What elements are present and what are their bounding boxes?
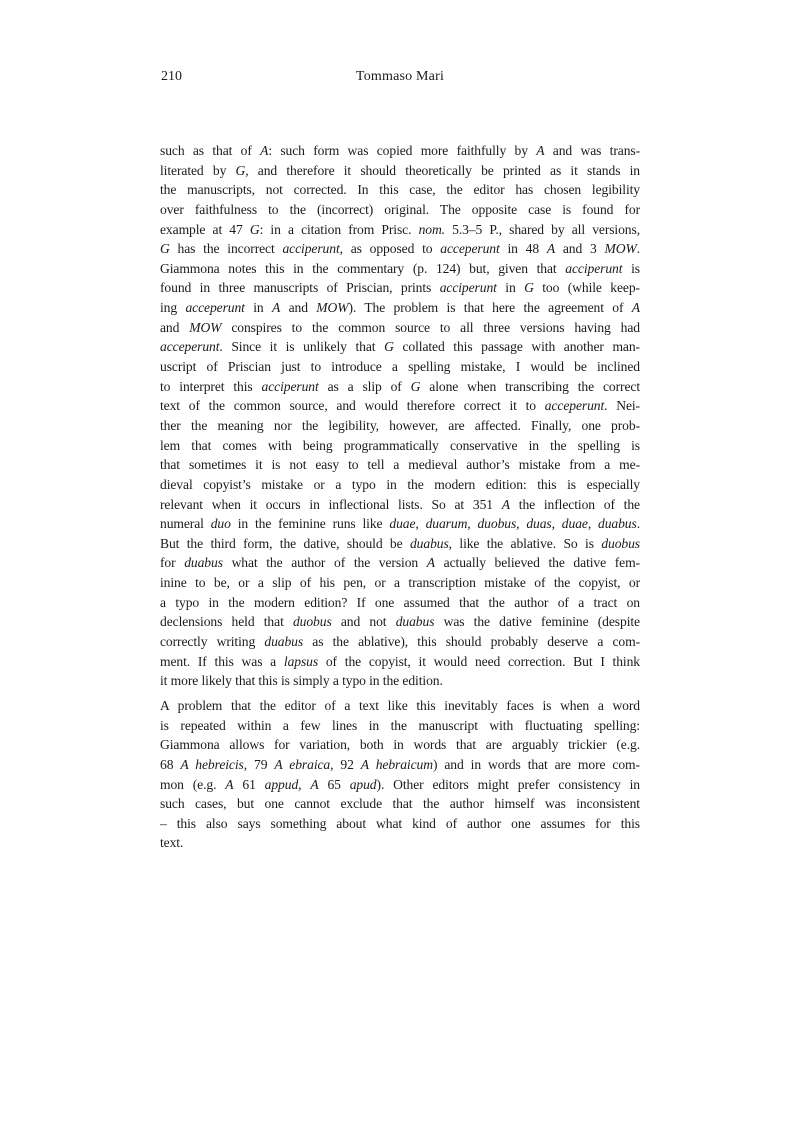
text-line bbox=[160, 239, 640, 259]
italic-text-run: A bbox=[271, 300, 281, 316]
text-run: , as opposed to bbox=[339, 241, 441, 257]
italic-text-run: acciperunt bbox=[261, 378, 319, 394]
text-run: A problem that the editor of a text like this inevitably faces is when a word bbox=[160, 697, 640, 713]
italic-text-run: A bbox=[260, 143, 269, 158]
italic-text-run: A bbox=[546, 241, 556, 257]
italic-text-run: nom. bbox=[418, 221, 445, 237]
text-run: in bbox=[244, 300, 272, 316]
italic-text-run: duo bbox=[210, 516, 231, 532]
text-run: , like the ablative. So is bbox=[448, 535, 602, 551]
italic-text-run: acceperunt bbox=[185, 300, 245, 316]
text-run: such cases, but one cannot exclude that the author himself was inconsistent bbox=[160, 796, 640, 812]
text-run: , 92 bbox=[330, 756, 361, 772]
text-run: relevant when it occurs in inflectional lists. So at 351 bbox=[160, 496, 502, 512]
text-run: example at 47 bbox=[160, 221, 250, 237]
text-line bbox=[160, 495, 640, 515]
text-run: conspires to the common source to all three versions having had bbox=[221, 319, 640, 335]
text-run: and not bbox=[331, 614, 396, 630]
text-line bbox=[160, 833, 640, 853]
text-run: lem that comes with being programmatically conservative in the spelling is bbox=[160, 437, 640, 453]
text-run: and bbox=[280, 300, 317, 316]
text-run: 61 bbox=[233, 776, 265, 792]
italic-text-run: A bbox=[426, 555, 435, 571]
italic-text-run: G bbox=[384, 339, 394, 355]
text-line bbox=[160, 593, 640, 613]
text-run: ther the meaning nor the legibility, however, are affected. Finally, one prob- bbox=[160, 417, 640, 433]
text-run: ). Other editors might prefer consistency in bbox=[376, 776, 641, 792]
italic-text-run: acceperunt bbox=[160, 339, 220, 355]
text-run: . Nei- bbox=[604, 398, 640, 414]
italic-text-run: duabus bbox=[395, 614, 435, 630]
text-run: literated by bbox=[160, 162, 236, 178]
italic-text-run: A hebraicum bbox=[360, 756, 433, 772]
text-line bbox=[160, 436, 640, 456]
text-run: the manuscripts, not corrected. In this case, the editor has chosen legibility bbox=[160, 182, 640, 198]
text-block bbox=[160, 141, 640, 853]
text-run: alone when transcribing the correct bbox=[420, 378, 640, 394]
text-run: a typo in the modern edition? If one assumed that the author of a tract on bbox=[160, 594, 640, 610]
text-line bbox=[160, 318, 640, 338]
italic-text-run: G bbox=[249, 221, 260, 237]
text-run: ing bbox=[160, 300, 186, 316]
page-number: 210 bbox=[161, 69, 182, 84]
text-run: text of the common source, and would therefore correct it to bbox=[160, 398, 545, 414]
text-line bbox=[160, 220, 640, 240]
text-run: . Since it is unlikely that bbox=[219, 339, 385, 355]
text-run: ) and in words that are more com- bbox=[432, 756, 640, 772]
text-run: dieval copyist’s mistake or a typo in the modern edition: this is especially bbox=[160, 476, 640, 492]
text-run: and 3 bbox=[555, 241, 605, 257]
italic-text-run: G bbox=[235, 162, 246, 178]
text-line bbox=[160, 794, 640, 814]
text-run: : in a citation from Prisc. bbox=[259, 221, 419, 237]
text-line bbox=[160, 396, 640, 416]
text-run: inine to be, or a slip of his pen, or a transcription mistake of the copyist, or bbox=[160, 575, 640, 591]
italic-text-run: duabus bbox=[409, 535, 449, 551]
text-run: in bbox=[496, 280, 525, 296]
text-line bbox=[160, 278, 640, 298]
text-run: collated this passage with another man- bbox=[393, 339, 640, 355]
text-run: too (while keep- bbox=[533, 280, 640, 296]
text-run: what the author of the version bbox=[222, 555, 427, 571]
text-line bbox=[160, 200, 640, 220]
italic-text-run: lapsus bbox=[283, 653, 319, 669]
text-run: declensions held that bbox=[160, 614, 293, 630]
text-line bbox=[160, 534, 640, 554]
text-run: over faithfulness to the (incorrect) original. The opposite case is found for bbox=[160, 201, 640, 217]
italic-text-run: G bbox=[524, 280, 534, 296]
text-run: mon (e.g. bbox=[160, 776, 226, 792]
text-line bbox=[160, 755, 640, 775]
text-line bbox=[160, 775, 640, 795]
text-run: and was trans- bbox=[544, 143, 641, 158]
paragraph bbox=[160, 141, 640, 691]
text-line bbox=[160, 735, 640, 755]
text-run: actually believed the dative fem- bbox=[435, 555, 640, 571]
text-run: and bbox=[160, 319, 190, 335]
text-run: – this also says something about what kind of author one assumes for this bbox=[160, 815, 640, 831]
text-line bbox=[160, 696, 640, 716]
italic-text-run: acceperunt bbox=[544, 398, 605, 414]
text-run: uscript of Priscian just to introduce a spelling mistake, I would be inclined bbox=[160, 359, 640, 375]
text-line bbox=[160, 161, 640, 181]
text-run: 68 bbox=[160, 756, 181, 772]
text-run: the inflection of the bbox=[510, 496, 640, 512]
text-line bbox=[160, 455, 640, 475]
italic-text-run: MOW bbox=[604, 241, 637, 257]
italic-text-run: duabus bbox=[264, 634, 304, 650]
text-run: is bbox=[622, 260, 640, 276]
text-run: text. bbox=[160, 835, 184, 851]
italic-text-run: duae, duarum, duobus, duas, duae, duabus bbox=[389, 516, 637, 532]
text-line bbox=[160, 514, 640, 534]
text-run: to interpret this bbox=[160, 378, 262, 394]
text-run: correctly writing bbox=[160, 634, 265, 650]
text-line bbox=[160, 337, 640, 357]
italic-text-run: A bbox=[225, 776, 234, 792]
text-run: was the dative feminine (despite bbox=[434, 614, 640, 630]
running-header-title: Tommaso Mari bbox=[355, 69, 445, 84]
text-line bbox=[160, 416, 640, 436]
text-run: , 79 bbox=[243, 756, 275, 772]
text-run: as a slip of bbox=[318, 378, 411, 394]
italic-text-run: A hebreicis bbox=[180, 756, 244, 772]
text-run: in the feminine runs like bbox=[230, 516, 390, 532]
text-run: Giammona notes this in the commentary (p. 124) but, given that bbox=[160, 260, 566, 276]
text-line bbox=[160, 141, 640, 161]
text-run: numeral bbox=[160, 516, 211, 532]
text-run: . bbox=[636, 516, 641, 532]
text-line bbox=[160, 377, 640, 397]
text-run: that sometimes it is not easy to tell a medieval author’s mistake from a me- bbox=[160, 457, 640, 473]
italic-text-run: A bbox=[310, 776, 319, 792]
text-line bbox=[160, 814, 640, 834]
italic-text-run: A ebraica bbox=[274, 756, 331, 772]
text-run: But the third form, the dative, should be bbox=[160, 535, 410, 551]
text-run: of the copyist, it would need correction. But I think bbox=[318, 653, 640, 669]
italic-text-run: A bbox=[631, 300, 640, 316]
paragraph bbox=[160, 696, 640, 853]
text-line bbox=[160, 632, 640, 652]
italic-text-run: duobus bbox=[292, 614, 332, 630]
italic-text-run: acciperunt bbox=[565, 260, 623, 276]
italic-text-run: MOW bbox=[316, 300, 349, 316]
italic-text-run: A bbox=[536, 143, 545, 158]
text-run: is repeated within a few lines in the manuscript with fluctuating spelling: bbox=[160, 717, 640, 733]
text-line bbox=[160, 475, 640, 495]
text-run: Giammona allows for variation, both in words that are arguably trickier (e.g. bbox=[160, 737, 640, 753]
text-run: 65 bbox=[318, 776, 350, 792]
italic-text-run: G bbox=[160, 241, 170, 257]
text-run: it more likely that this is simply a typo in the edition. bbox=[160, 673, 443, 689]
text-line bbox=[160, 612, 640, 632]
page-header bbox=[160, 69, 640, 87]
italic-text-run: duobus bbox=[601, 535, 640, 551]
text-run: for bbox=[160, 555, 185, 571]
text-run: 5.3–5 P., shared by all versions, bbox=[444, 221, 640, 237]
text-line bbox=[160, 671, 640, 691]
italic-text-run: acceperunt bbox=[440, 241, 500, 257]
text-line bbox=[160, 716, 640, 736]
text-run: has the incorrect bbox=[169, 241, 283, 257]
text-line bbox=[160, 259, 640, 279]
text-line bbox=[160, 652, 640, 672]
text-run: such as that of bbox=[160, 143, 261, 158]
text-run: ). The problem is that here the agreement of bbox=[348, 300, 632, 316]
italic-text-run: duabus bbox=[184, 555, 223, 571]
italic-text-run: G bbox=[410, 378, 421, 394]
text-line bbox=[160, 298, 640, 318]
text-line bbox=[160, 573, 640, 593]
text-line bbox=[160, 357, 640, 377]
text-run: in 48 bbox=[499, 241, 547, 257]
text-run: . bbox=[636, 241, 640, 257]
text-run: found in three manuscripts of Priscian, prints bbox=[160, 280, 440, 296]
text-run: , bbox=[298, 776, 311, 792]
text-run: , and therefore it should theoretically be printed as it stands in bbox=[245, 162, 641, 178]
text-run: as the ablative), this should probably deserve a com- bbox=[303, 634, 640, 650]
text-run: ment. If this was a bbox=[160, 653, 284, 669]
italic-text-run: appud bbox=[264, 776, 299, 792]
italic-text-run: apud bbox=[349, 776, 377, 792]
text-line bbox=[160, 180, 640, 200]
text-run: : such form was copied more faithfully by bbox=[268, 143, 537, 158]
italic-text-run: MOW bbox=[189, 319, 222, 335]
text-line bbox=[160, 553, 640, 573]
italic-text-run: A bbox=[501, 496, 510, 512]
italic-text-run: acciperunt bbox=[439, 280, 497, 296]
italic-text-run: acciperunt bbox=[282, 241, 340, 257]
